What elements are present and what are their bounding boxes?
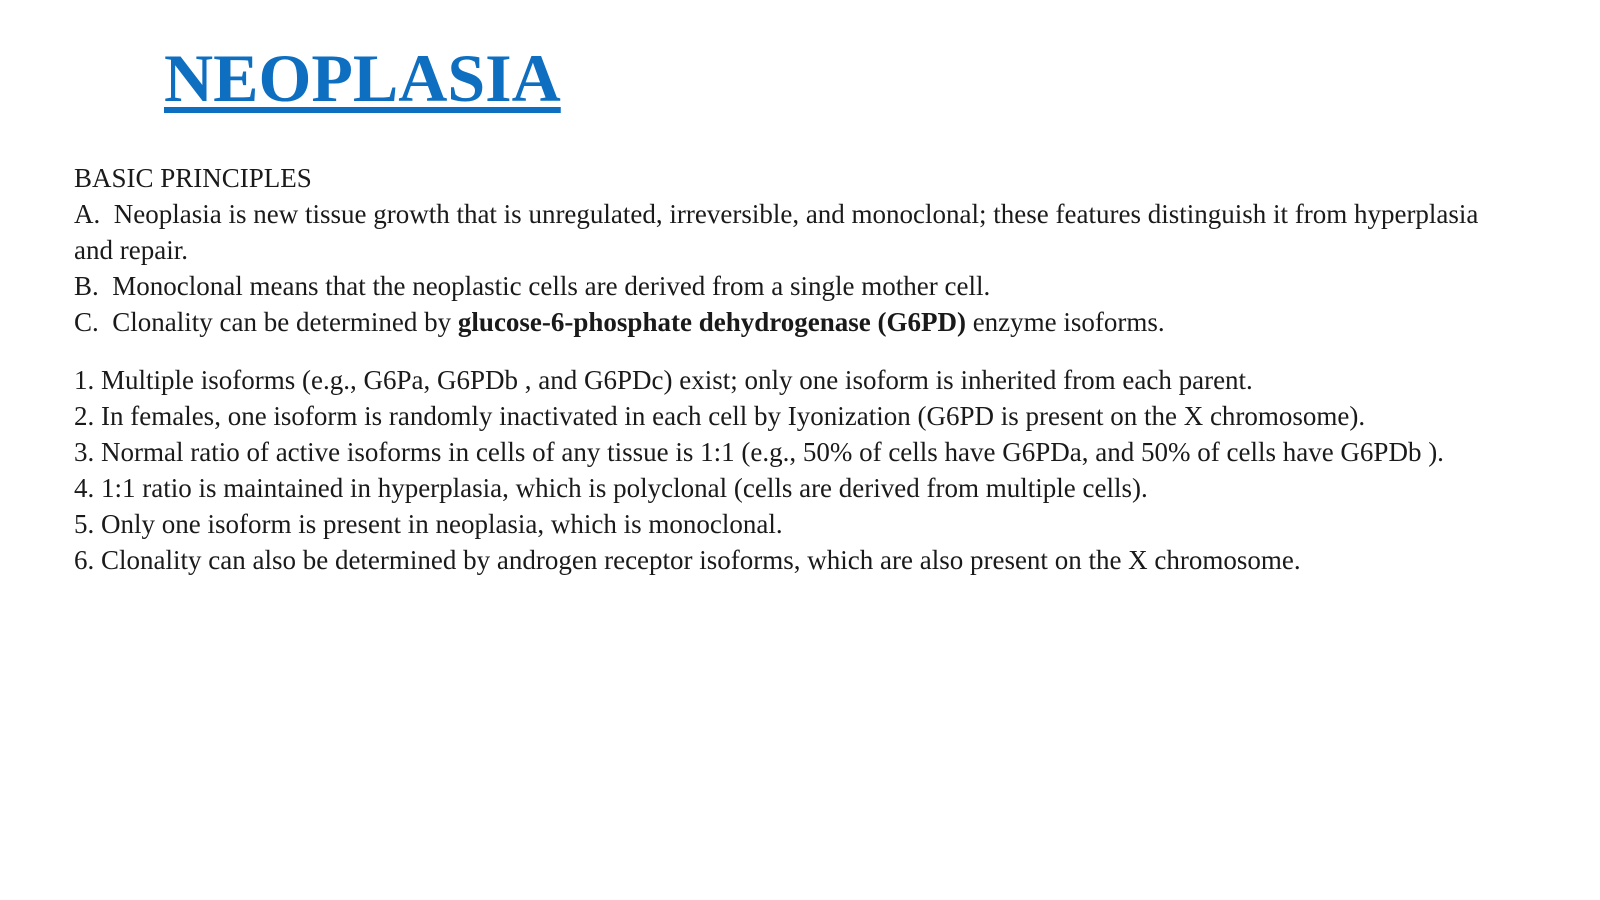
point-3: 3. Normal ratio of active isoforms in cells of any tissue is 1:1 (e.g., 50% of cells have G6PDa, and 50% of cells have G6PDb ).: [74, 437, 1444, 467]
principle-a-label: A.: [74, 199, 101, 229]
point-4: 4. 1:1 ratio is maintained in hyperplasia, which is polyclonal (cells are derived from multiple cells).: [74, 473, 1148, 503]
principle-b-text: Monoclonal means that the neoplastic cells are derived from a single mother cell.: [112, 271, 991, 301]
principle-c-bold-text: glucose-6-phosphate dehydrogenase (G6PD): [457, 307, 966, 337]
principle-c: [74, 304, 1514, 340]
slide-title: NEOPLASIA: [164, 40, 561, 116]
point-6: 6. Clonality can also be determined by androgen receptor isoforms, which are also present on the X chromosome.: [74, 545, 1301, 575]
principle-c-label: C.: [74, 307, 99, 337]
point-5: 5. Only one isoform is present in neoplasia, which is monoclonal.: [74, 509, 783, 539]
section-spacer: [74, 340, 1514, 362]
principle-b: [74, 268, 1514, 304]
point-2: 2. In females, one isoform is randomly inactivated in each cell by Iyonization (G6PD is present on the X chromosome).: [74, 401, 1366, 431]
slide-body: [74, 160, 1514, 578]
section-heading: BASIC PRINCIPLES: [74, 163, 312, 193]
principle-c-text-after: enzyme isoforms.: [965, 307, 1165, 337]
principle-c-text-before: Clonality can be determined by: [112, 307, 458, 337]
principle-b-label: B.: [74, 271, 99, 301]
principle-a-text: Neoplasia is new tissue growth that is unregulated, irreversible, and monoclonal; these features distinguish it from hyperplasia and repair.: [74, 199, 1479, 265]
principle-a: [74, 196, 1514, 268]
point-1: 1. Multiple isoforms (e.g., G6Pa, G6PDb , and G6PDc) exist; only one isoform is inherited from each parent.: [74, 365, 1253, 395]
